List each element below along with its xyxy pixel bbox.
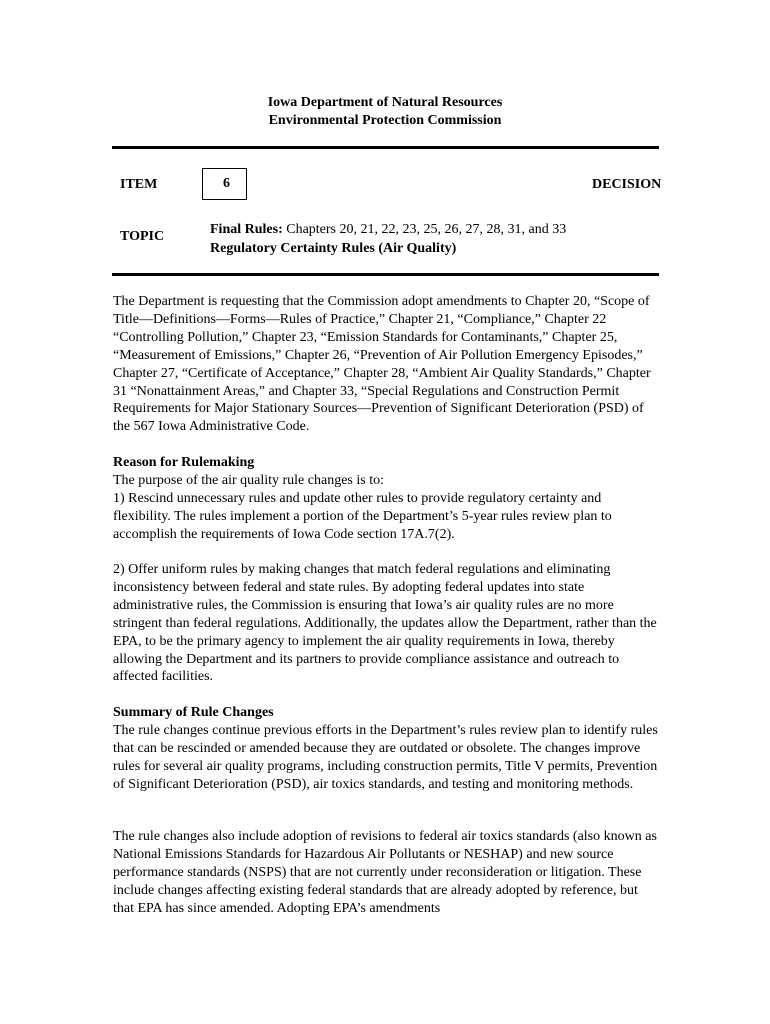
summary-text: The rule changes continue previous efforts in the Department’s rules review plan to identify rules that can be rescinded or amended because they are outdated or obsolete. The changes improve rules for several air quality programs, including construction permits, Title V permits, Prevention of Significant Deterioration (PSD), air toxics standards, and testing and monitoring methods. xyxy=(113,722,658,792)
item-label: ITEM xyxy=(120,177,158,192)
final-text: The rule changes also include adoption of revisions to federal air toxics standards (also known as National Emissions Standards for Hazardous Air Pollutants or NESHAP) and new source performance standards (NSPS) that are not currently under reconsideration or litigation. These include changes affecting existing federal standards that are already adopted by reference, but that EPA has since amended. Adopting EPA’s amendments xyxy=(113,829,657,916)
reason-point-2-paragraph xyxy=(113,561,661,686)
top-divider xyxy=(112,146,659,149)
reason-intro: The purpose of the air quality rule changes is to: xyxy=(113,472,384,488)
intro-text: The Department is requesting that the Commission adopt amendments to Chapter 20, “Scope of Title—Definitions—Forms—Rules of Practice,” Chapter 21, “Compliance,” Chapter 22 “Controlling Pollution,” Chapter 23, “Emission Standards for Contaminants,” Chapter 25, “Measurement of Emissions,” Chapter 26, “Prevention of Air Pollution Emergency Episodes,” Chapter 27, “Certificate of Acceptance,” Chapter 28, “Ambient Air Quality Standards,” Chapter 31 “Nonattainment Areas,” and Chapter 33, “Special Regulations and Construction Permit Requirements for Major Stationary Sources—Prevention of Significant Deterioration (PSD) of the 567 Iowa Administrative Code. xyxy=(113,294,651,435)
reason-point-2: 2) Offer uniform rules by making changes that match federal regulations and eliminating inconsistency between federal and state rules. By adopting federal updates into state administrative rules, the Commission is ensuring that Iowa’s air quality rules are no more stringent than federal regulations. Additionally, the updates allow the Department, rather than the EPA, to be the primary agency to implement the air quality requirements in Iowa, thereby allowing the Department and its partners to provide compliance assistance and outreach to affected facilities. xyxy=(113,562,657,685)
item-number-box: 6 xyxy=(202,168,247,200)
summary-heading: Summary of Rule Changes xyxy=(113,705,274,720)
intro-paragraph xyxy=(113,293,661,436)
reason-heading: Reason for Rulemaking xyxy=(113,455,255,470)
bottom-divider xyxy=(112,273,659,276)
topic-line-1 xyxy=(210,220,566,239)
reason-section xyxy=(113,454,661,544)
topic-description xyxy=(210,220,566,258)
topic-chapters: Chapters 20, 21, 22, 23, 25, 26, 27, 28, 31, and 33 xyxy=(282,222,567,237)
topic-bold-prefix: Final Rules: xyxy=(210,222,283,237)
reason-point-1: 1) Rescind unnecessary rules and update other rules to provide regulatory certainty and flexibility. The rules implement a portion of the Department’s 5-year rules review plan to accomplish the requirements of Iowa Code section 17A.7(2). xyxy=(113,490,612,542)
final-paragraph xyxy=(113,828,661,918)
topic-label: TOPIC xyxy=(120,229,165,244)
document-header xyxy=(0,94,770,130)
commission-name: Environmental Protection Commission xyxy=(268,113,502,128)
agency-name: Iowa Department of Natural Resources xyxy=(267,95,503,110)
decision-label: DECISION xyxy=(592,177,662,192)
topic-subtitle: Regulatory Certainty Rules (Air Quality) xyxy=(210,241,457,256)
summary-section xyxy=(113,704,661,794)
